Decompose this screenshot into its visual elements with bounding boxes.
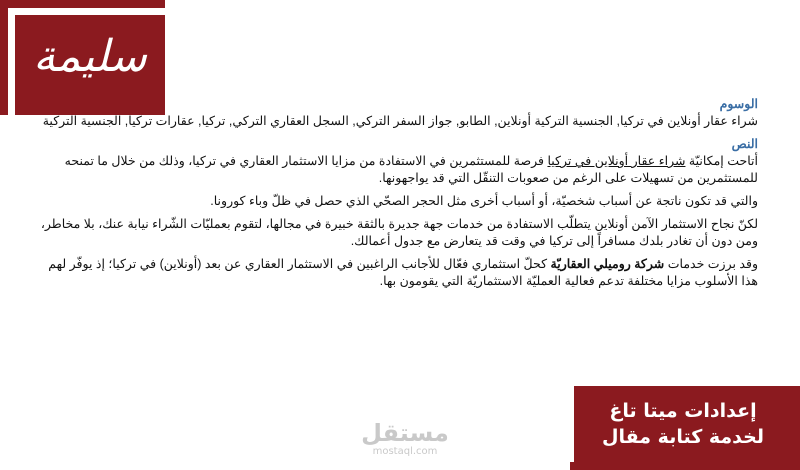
tags-text: شراء عقار أونلاين في تركيا, الجنسية التركية أونلاين, الطابو, جواز السفر التركي, السجل العقاري التركي, تركيا, عقارات تركيا, الجنسية التركية [42, 114, 758, 128]
paragraph-4 [38, 256, 758, 290]
footer-line-2: لخدمة كتابة مقال [602, 426, 764, 448]
watermark-text: مستقل [361, 419, 449, 447]
paragraph-1-start: أتاحت إمكانيّة [685, 154, 758, 168]
text-title: النص [731, 137, 758, 151]
paragraph-4-end: كحلّ استثماري فعّال للأجانب الراغبين في الاستثمار العقاري عن بعد (أونلاين) في تركيا؛ إذ يوفّر لهم هذا الأسلوب مزايا مختلفة تدعم فعالية العمليّة الاستثماريّة التي يقومون بها. [48, 257, 758, 288]
watermark-url: mostaql.com [372, 446, 438, 457]
tags-title: الوسوم [719, 97, 758, 111]
article-content [38, 96, 758, 296]
logo-text: سليمة [33, 31, 147, 82]
footer-text [574, 386, 792, 450]
watermark [340, 420, 470, 458]
paragraph-2: والتي قد تكون ناتجة عن أسباب شخصيّة، أو أسباب أخرى مثل الحجر الصحّي الذي حصل في ظلّ وباء كورونا. [210, 194, 758, 208]
paragraph-4-company: شركة روميلي العقاريّة [550, 257, 665, 271]
paragraph-4-start: وقد برزت خدمات [664, 257, 758, 271]
paragraph-1-link[interactable]: شراء عقار أونلاين في تركيا [547, 154, 686, 168]
paragraph-1-end: فرصة للمستثمرين في الاستفادة من مزايا الاستثمار العقاري في تركيا، وذلك من خلال ما تمنحه للمستثمرين من تسهيلات على الرغم من صعوبات التنقّل التي قد يواجهونها. [64, 154, 758, 185]
paragraph-1 [38, 153, 758, 187]
paragraph-3: لكنّ نجاح الاستثمار الآمن أونلاين يتطلّب الاستفادة من خدمات جهة جديرة بالثقة خبيرة في مجالها، لتقوم بعمليّات الشّراء نيابة عنك، بلا مخاطر، ومن دون أن تغادر بلدك مسافراً إلى تركيا في وقت قد يتعارض مع جدول أعمالك. [40, 217, 758, 248]
footer-banner [574, 386, 792, 462]
footer-line-1: إعدادات ميتا تاغ [609, 400, 757, 422]
